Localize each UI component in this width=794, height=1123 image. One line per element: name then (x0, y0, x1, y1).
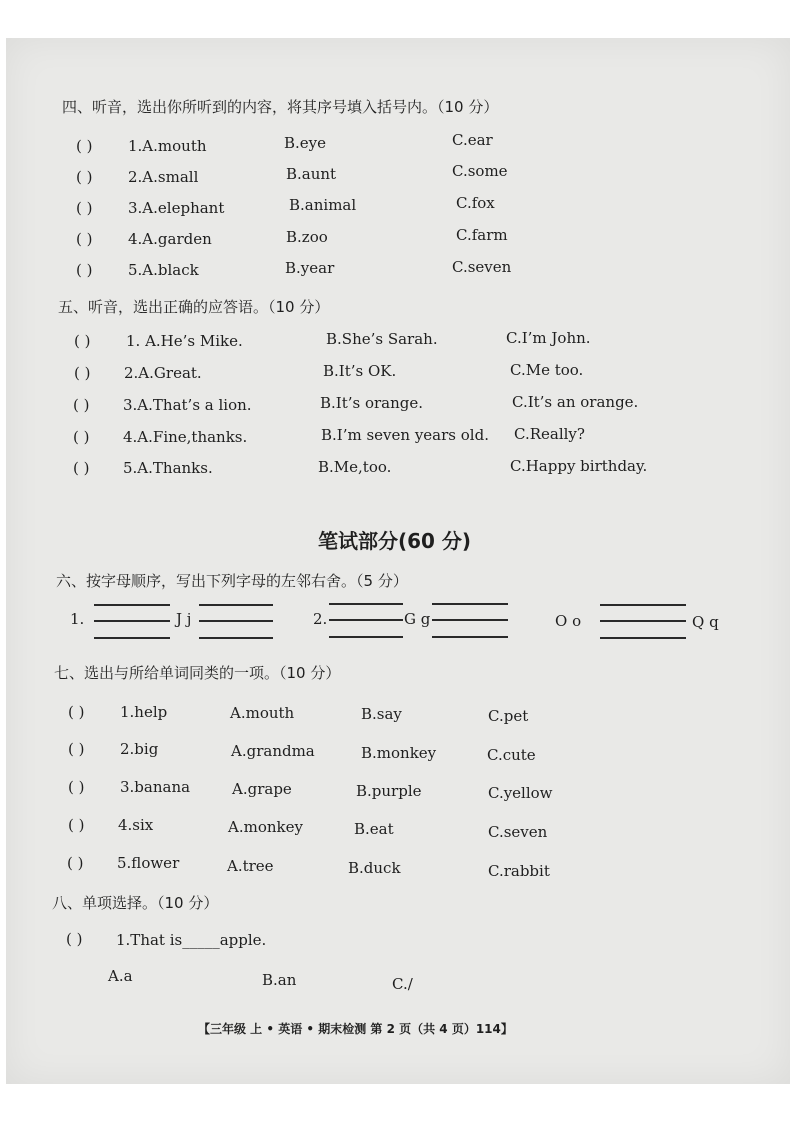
answer-blank[interactable]: ( ) (76, 261, 93, 279)
answer-line[interactable] (329, 619, 403, 621)
option-c: C.pet (488, 707, 529, 725)
exam-page (6, 38, 790, 1084)
given-word: 5.flower (117, 854, 180, 872)
option-b: B.zoo (286, 228, 328, 246)
option-c: C./ (392, 975, 413, 993)
given-word: 4.six (118, 816, 154, 834)
option-b: B.She’s Sarah. (326, 330, 438, 348)
answer-line[interactable] (94, 637, 170, 639)
answer-blank[interactable]: ( ) (73, 428, 90, 446)
option-a: A.monkey (228, 818, 303, 836)
answer-blank[interactable]: ( ) (66, 930, 83, 948)
option-b: B.monkey (361, 744, 437, 762)
answer-blank[interactable]: ( ) (68, 703, 85, 721)
option-a: 2.A.Great. (124, 364, 202, 382)
section-6-heading: 六、按字母顺序，写出下列字母的左邻右舍。（5 分） (56, 572, 408, 590)
answer-blank[interactable]: ( ) (68, 740, 85, 758)
answer-blank[interactable]: ( ) (73, 459, 90, 477)
given-letters: O o (555, 612, 582, 630)
option-c: C.seven (488, 823, 548, 841)
answer-line[interactable] (432, 603, 508, 605)
option-b: B.duck (348, 859, 401, 877)
answer-blank[interactable]: ( ) (76, 168, 93, 186)
option-b: B.It’s orange. (320, 394, 424, 412)
option-c: C.cute (487, 746, 536, 764)
option-c: C.Really? (514, 425, 585, 443)
given-letters: J j (176, 610, 192, 628)
question-number: 2. (313, 610, 328, 628)
question-number: 1. (70, 610, 85, 628)
option-c: C.farm (456, 226, 508, 244)
answer-blank[interactable]: ( ) (74, 332, 91, 350)
section-8-heading: 八、单项选择。（10 分） (52, 894, 219, 912)
answer-blank[interactable]: ( ) (76, 137, 93, 155)
option-c: C.fox (456, 194, 495, 212)
given-word: 3.banana (120, 778, 191, 796)
answer-line[interactable] (432, 619, 508, 621)
answer-line[interactable] (432, 636, 508, 638)
answer-line[interactable] (329, 603, 403, 605)
answer-blank[interactable]: ( ) (74, 364, 91, 382)
option-a: 3.A.That’s a lion. (123, 396, 252, 414)
page-footer: 【三年级 上 • 英语 • 期末检测 第 2 页（共 4 页）114】 (198, 1022, 513, 1036)
section-5-heading: 五、听音，选出正确的应答语。（10 分） (58, 298, 330, 316)
option-a: A.a (108, 967, 133, 985)
option-a: 3.A.elephant (128, 199, 225, 217)
answer-blank[interactable]: ( ) (76, 230, 93, 248)
option-b: B.eat (354, 820, 394, 838)
option-b: B.animal (289, 196, 357, 214)
given-word: 2.big (120, 740, 159, 758)
option-a: A.tree (227, 857, 274, 875)
option-a: 1.A.mouth (128, 137, 207, 155)
option-c: C.rabbit (488, 862, 550, 880)
option-c: C.seven (452, 258, 512, 276)
option-c: C.It’s an orange. (512, 393, 639, 411)
option-a: 5.A.Thanks. (123, 459, 213, 477)
option-b: B.say (361, 705, 402, 723)
answer-line[interactable] (199, 637, 273, 639)
option-c: C.some (452, 162, 508, 180)
answer-line[interactable] (199, 620, 273, 622)
option-a: A.grandma (231, 742, 315, 760)
answer-blank[interactable]: ( ) (76, 199, 93, 217)
option-c: C.I’m John. (506, 329, 591, 347)
option-c: C.Happy birthday. (510, 457, 648, 475)
option-c: C.Me too. (510, 361, 584, 379)
option-b: B.I’m seven years old. (321, 426, 489, 444)
given-word: 1.help (120, 703, 168, 721)
option-a: A.grape (232, 780, 292, 798)
option-b: B.Me,too. (318, 458, 392, 476)
option-b: B.purple (356, 782, 422, 800)
option-b: B.an (262, 971, 297, 989)
answer-line[interactable] (94, 620, 170, 622)
option-b: B.eye (284, 134, 327, 152)
given-letters: G g (404, 610, 431, 628)
answer-line[interactable] (94, 604, 170, 606)
option-a: 4.A.garden (128, 230, 212, 248)
answer-blank[interactable]: ( ) (68, 778, 85, 796)
answer-line[interactable] (600, 637, 686, 639)
written-part-title: 笔试部分(60 分) (318, 529, 472, 553)
answer-line[interactable] (600, 620, 686, 622)
option-c: C.ear (452, 131, 493, 149)
option-a: 5.A.black (128, 261, 199, 279)
answer-blank[interactable]: ( ) (68, 816, 85, 834)
answer-line[interactable] (329, 636, 403, 638)
option-a: 1. A.He’s Mike. (126, 332, 243, 350)
option-a: 2.A.small (128, 168, 199, 186)
answer-blank[interactable]: ( ) (73, 396, 90, 414)
answer-line[interactable] (199, 604, 273, 606)
option-b: B.aunt (286, 165, 337, 183)
option-a: 4.A.Fine,thanks. (123, 428, 248, 446)
option-c: C.yellow (488, 784, 553, 802)
option-b: B.It’s OK. (323, 362, 397, 380)
section-7-heading: 七、选出与所给单词同类的一项。（10 分） (54, 664, 341, 682)
option-b: B.year (285, 259, 335, 277)
answer-line[interactable] (600, 604, 686, 606)
section-4-heading: 四、听音，选出你所听到的内容，将其序号填入括号内。（10 分） (62, 98, 499, 116)
question-stem: 1.That is_____apple. (116, 931, 267, 949)
option-a: A.mouth (230, 704, 295, 722)
answer-blank[interactable]: ( ) (67, 854, 84, 872)
given-letters: Q q (692, 613, 719, 631)
